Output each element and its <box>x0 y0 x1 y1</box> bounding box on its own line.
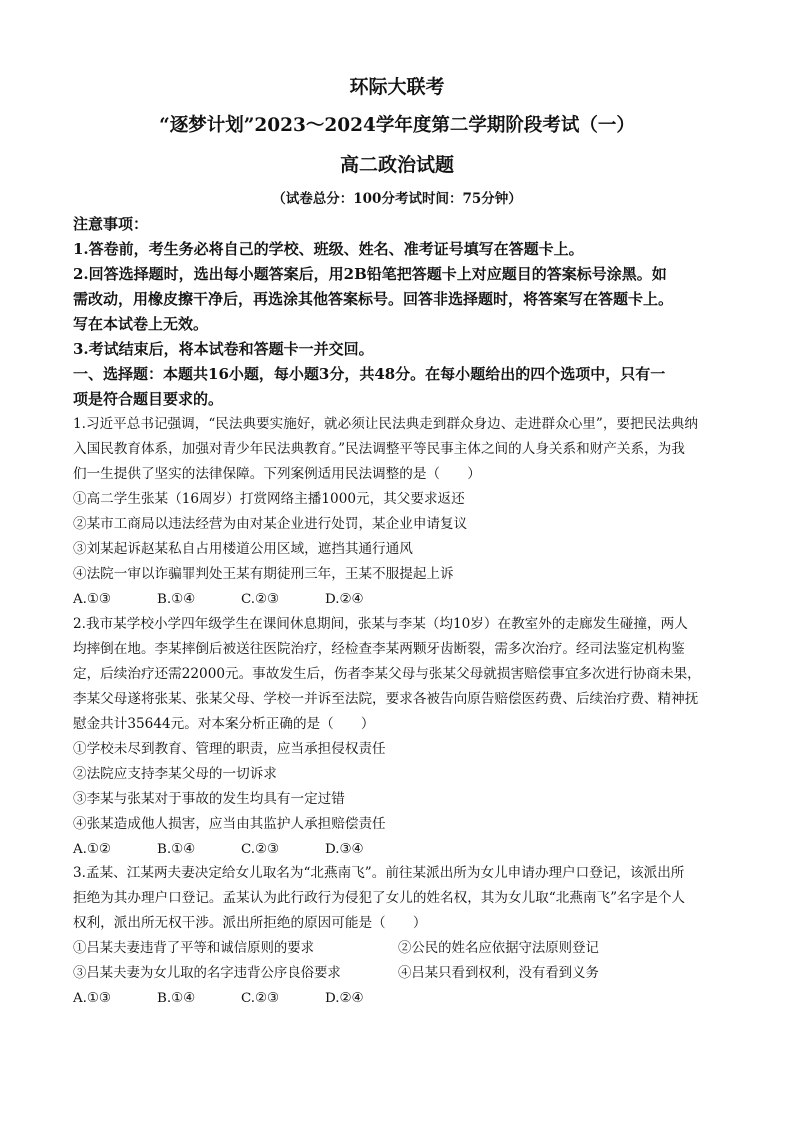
question-stem-line: 慰金共计35644元。对本案分析正确的是（ ） <box>73 716 375 732</box>
question-stem-line: 李某父母遂将张某、张某父母、学校一并诉至法院，要求各被告向原告赔偿医药费、后续治疗费、精神抚 <box>73 691 699 707</box>
statement-item: ③吕某夫妻为女儿取的名字违背公序良俗要求 <box>73 966 341 981</box>
option-a: A.①③ <box>73 592 111 607</box>
question-1 <box>73 412 723 612</box>
section-heading-line: 一、选择题：本题共16小题，每小题3分，共48分。在每小题给出的四个选项中，只有一 <box>73 365 666 383</box>
subject-title: 高二政治试题 <box>339 154 454 176</box>
notes-title: 注意事项： <box>73 215 149 233</box>
option-b: B.①④ <box>157 991 196 1006</box>
statement-item: ①高二学生张某（16周岁）打赏网络主播1000元，其父要求返还 <box>73 491 465 507</box>
statement-item: ④张某造成他人损害，应当由其监护人承担赔偿责任 <box>73 816 386 832</box>
statement-item: ④吕某只看到权利，没有看到义务 <box>398 966 599 981</box>
note-line: 写在本试卷上无效。 <box>73 315 209 333</box>
option-b: B.①④ <box>157 842 196 857</box>
statement-item: ④法院一审以诈骗罪判处王某有期徒刑三年，王某不服提起上诉 <box>73 566 454 582</box>
statement-item: ③刘某起诉赵某私自占用楼道公用区域，遮挡其通行通风 <box>73 541 413 557</box>
question-stem-line: 拒绝为其办理户口登记。孟某认为此行政行为侵犯了女儿的姓名权，其为女儿取“北燕南飞”名字是个人 <box>73 890 686 906</box>
answer-options <box>73 837 723 862</box>
option-c: C.②③ <box>241 842 280 857</box>
note-line: 2.回答选择题时，选出每小题答案后，用2B铅笔把答题卡上对应题目的答案标号涂黑。如 <box>73 265 667 283</box>
option-a: A.①③ <box>73 991 111 1006</box>
statement-item: ②法院应支持李某父母的一切诉求 <box>73 766 277 782</box>
statement-row <box>73 936 723 961</box>
statement-item: ①学校未尽到教育、管理的职责，应当承担侵权责任 <box>73 741 386 757</box>
statement-row <box>73 961 723 986</box>
option-c: C.②③ <box>241 991 280 1006</box>
note-line: 3.考试结束后，将本试卷和答题卡一并交回。 <box>73 340 374 358</box>
question-stem-line: 权利，派出所无权干涉。派出所拒绝的原因可能是（ ） <box>73 915 427 931</box>
question-stem-line: 入国民教育体系，加强对青少年民法典教育。”民法调整平等民事主体之间的人身关系和财产关系，为我 <box>73 441 685 457</box>
option-a: A.①② <box>73 842 111 857</box>
statement-item: ②某市工商局以违法经营为由对某企业进行处罚，某企业申请复议 <box>73 516 468 532</box>
statement-item: ①吕某夫妻违背了平等和诚信原则的要求 <box>73 941 315 956</box>
question-stem-line: 定，后续治疗还需22000元。事故发生后，伤者李某父母与张某父母就损害赔偿事宜多次进行协商未果， <box>73 666 701 682</box>
note-line: 1.答卷前，考生务必将自己的学校、班级、姓名、准考证号填写在答题卡上。 <box>73 240 584 258</box>
question-stem-line: 1.习近平总书记强调，“民法典要实施好，就必须让民法典走到群众身边、走进群众心里”，要把民法典纳 <box>73 416 698 432</box>
option-d: D.②④ <box>325 991 364 1006</box>
exam-info: （试卷总分：100分考试时间：75分钟） <box>272 191 522 207</box>
question-stem-line: 们一生提供了坚实的法律保障。下列案例适用民法调整的是（ ） <box>73 466 481 482</box>
answer-options <box>73 986 723 1011</box>
option-d: D.②④ <box>325 592 364 607</box>
question-stem-line: 2.我市某学校小学四年级学生在课间休息期间，张某与李某（均10岁）在教室外的走廊发生碰撞，两人 <box>73 616 688 632</box>
answer-options <box>73 587 723 612</box>
statement-item: ③李某与张某对于事故的发生均具有一定过错 <box>73 791 345 807</box>
option-d: D.③④ <box>325 842 364 857</box>
section-heading-line: 项是符合题目要求的。 <box>73 390 224 408</box>
notes-section <box>73 212 723 412</box>
question-stem-line: 3.孟某、江某两夫妻决定给女儿取名为“北燕南飞”。前往某派出所为女儿申请办理户口登记，该派出所 <box>73 865 685 881</box>
question-3 <box>73 861 723 1011</box>
option-c: C.②③ <box>241 592 280 607</box>
note-line: 需改动，用橡皮擦干净后，再选涂其他答案标号。回答非选择题时，将答案写在答题卡上。 <box>73 290 674 308</box>
question-stem-line: 均摔倒在地。李某摔倒后被送往医院治疗，经检查李某两颗牙齿断裂，需多次治疗。经司法鉴定机构鉴 <box>73 641 685 657</box>
org-title: 环际大联考 <box>349 76 445 98</box>
option-b: B.①④ <box>157 592 196 607</box>
question-2 <box>73 612 723 862</box>
exam-title: “逐梦计划”2023～2024学年度第二学期阶段考试（一） <box>159 115 635 136</box>
statement-item: ②公民的姓名应依据守法原则登记 <box>398 941 599 956</box>
